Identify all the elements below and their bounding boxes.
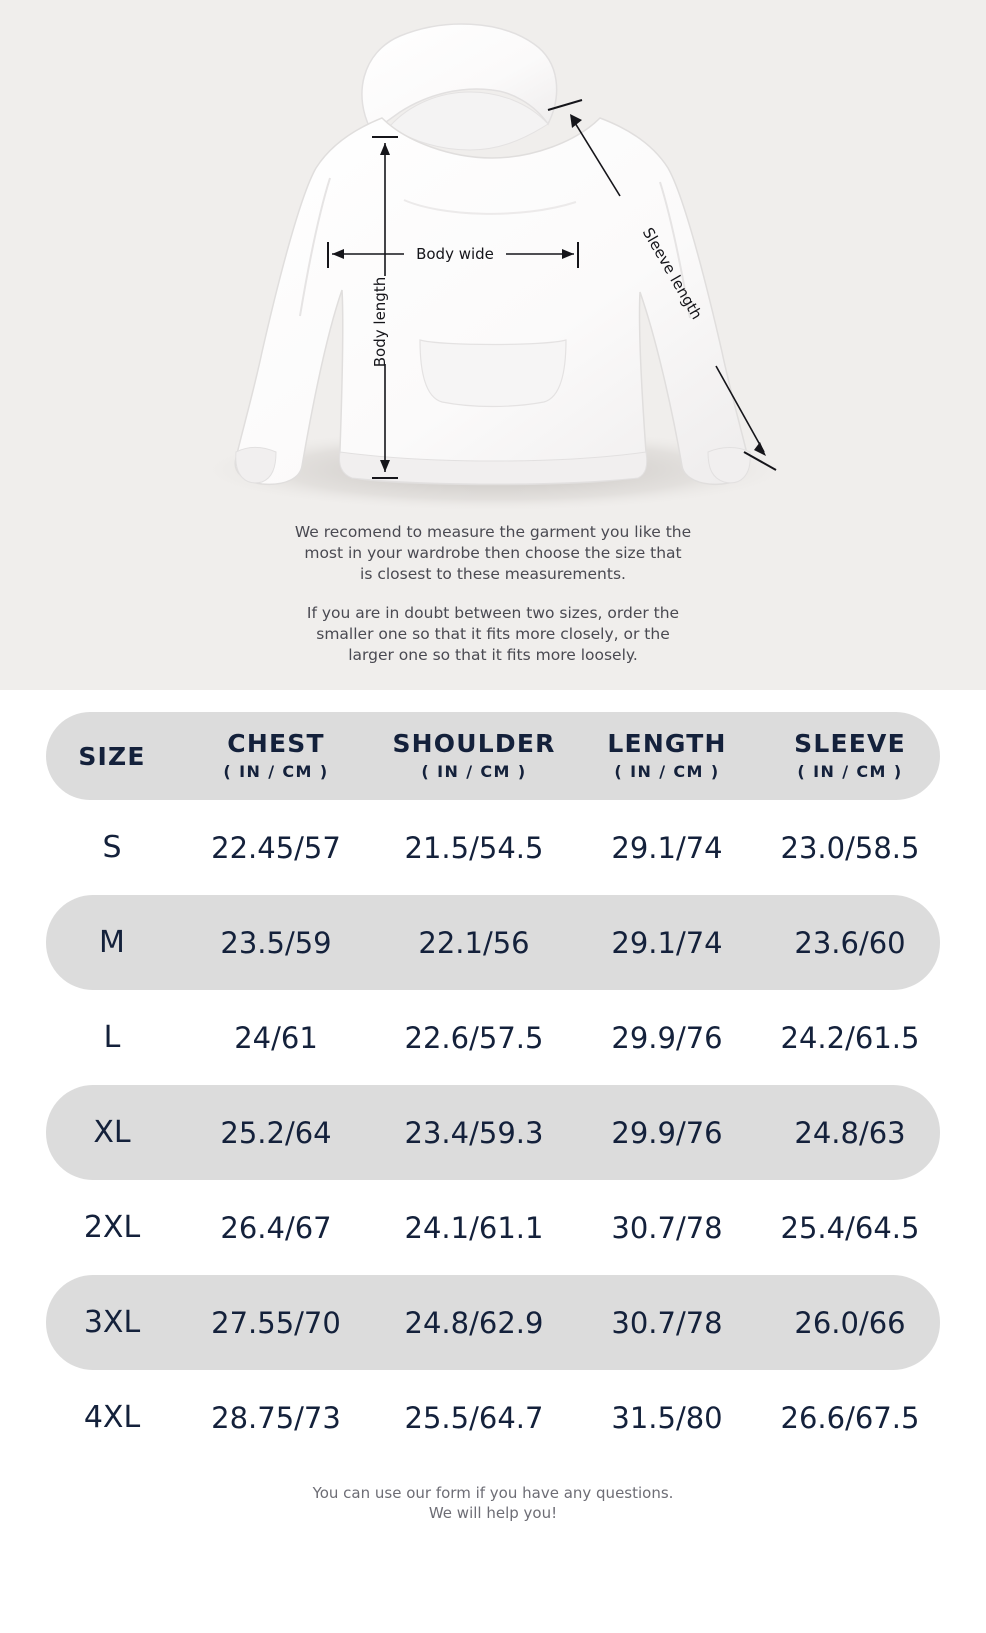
cell-shoulder: 22.6/57.5 bbox=[404, 1020, 544, 1055]
cell-length: 29.9/76 bbox=[574, 1085, 760, 1180]
cell-length: 31.5/80 bbox=[611, 1400, 723, 1435]
cell-chest: 22.45/57 bbox=[211, 830, 341, 865]
cell-size: S bbox=[102, 830, 122, 865]
cell-shoulder: 25.5/64.7 bbox=[404, 1400, 544, 1435]
cell-length: 30.7/78 bbox=[611, 1210, 723, 1245]
cell-shoulder: 22.1/56 bbox=[374, 895, 574, 990]
header-sleeve-units: ( IN / CM ) bbox=[797, 762, 903, 781]
header-sleeve-label: SLEEVE bbox=[794, 729, 906, 758]
cell-chest: 23.5/59 bbox=[178, 895, 374, 990]
cell-size: 2XL bbox=[83, 1210, 141, 1245]
cell-shoulder: 24.1/61.1 bbox=[404, 1210, 544, 1245]
note-line-3: is closest to these measurements. bbox=[360, 565, 626, 583]
cell-length: 30.7/78 bbox=[574, 1275, 760, 1370]
note-line-2: most in your wardrobe then choose the size that bbox=[304, 544, 682, 562]
header-size-label: SIZE bbox=[78, 741, 146, 771]
cell-length: 29.1/74 bbox=[574, 895, 760, 990]
cell-chest: 27.55/70 bbox=[178, 1275, 374, 1370]
note-line-5: smaller one so that it fits more closely, or the bbox=[316, 625, 670, 643]
table-row bbox=[46, 1180, 940, 1275]
cell-size: 3XL bbox=[46, 1275, 178, 1370]
size-table-section bbox=[0, 690, 986, 1537]
header-length bbox=[574, 712, 760, 800]
cell-sleeve: 23.0/58.5 bbox=[780, 830, 920, 865]
header-size bbox=[46, 712, 178, 800]
cell-sleeve: 23.6/60 bbox=[760, 895, 940, 990]
cell-chest: 28.75/73 bbox=[211, 1400, 341, 1435]
cell-sleeve: 24.8/63 bbox=[760, 1085, 940, 1180]
table-row bbox=[46, 800, 940, 895]
note-line-4: If you are in doubt between two sizes, order the bbox=[306, 604, 680, 622]
cell-size: XL bbox=[46, 1085, 178, 1180]
header-chest bbox=[178, 712, 374, 800]
header-shoulder-label: SHOULDER bbox=[392, 729, 556, 758]
body-wide-label: Body wide bbox=[416, 245, 494, 263]
header-shoulder bbox=[374, 712, 574, 800]
table-row bbox=[46, 895, 940, 990]
table-header-row bbox=[46, 712, 940, 800]
footer-line-2: We will help you! bbox=[428, 1504, 558, 1522]
cell-shoulder: 23.4/59.3 bbox=[374, 1085, 574, 1180]
size-table bbox=[46, 712, 940, 1465]
note-line-1: We recomend to measure the garment you like the bbox=[294, 523, 692, 541]
header-chest-units: ( IN / CM ) bbox=[223, 762, 329, 781]
cell-shoulder: 24.8/62.9 bbox=[374, 1275, 574, 1370]
table-row bbox=[46, 1275, 940, 1370]
cell-length: 29.1/74 bbox=[611, 830, 723, 865]
footer-note bbox=[0, 1483, 986, 1537]
cell-sleeve: 24.2/61.5 bbox=[780, 1020, 920, 1055]
cell-chest: 24/61 bbox=[234, 1020, 318, 1055]
body-length-label: Body length bbox=[371, 276, 389, 368]
cell-size: 4XL bbox=[83, 1400, 141, 1435]
cell-sleeve: 26.6/67.5 bbox=[780, 1400, 920, 1435]
table-row bbox=[46, 1370, 940, 1465]
sleeve-length-label: Sleeve length bbox=[638, 224, 706, 323]
note-line-6: larger one so that it fits more loosely. bbox=[348, 646, 638, 664]
cell-length: 29.9/76 bbox=[611, 1020, 723, 1055]
header-chest-label: CHEST bbox=[227, 729, 325, 758]
table-row bbox=[46, 1085, 940, 1180]
cell-chest: 25.2/64 bbox=[178, 1085, 374, 1180]
footer-line-1: You can use our form if you have any questions. bbox=[312, 1484, 674, 1502]
header-length-label: LENGTH bbox=[607, 729, 727, 758]
measurement-diagram-section bbox=[0, 0, 986, 690]
header-length-units: ( IN / CM ) bbox=[614, 762, 720, 781]
cell-size: L bbox=[103, 1020, 121, 1055]
table-row bbox=[46, 990, 940, 1085]
cell-chest: 26.4/67 bbox=[220, 1210, 332, 1245]
header-shoulder-units: ( IN / CM ) bbox=[421, 762, 527, 781]
cell-shoulder: 21.5/54.5 bbox=[404, 830, 544, 865]
hoodie-diagram-svg bbox=[0, 0, 986, 510]
garment-illustration bbox=[0, 0, 986, 510]
cell-size: M bbox=[46, 895, 178, 990]
measurement-notes bbox=[0, 522, 986, 666]
cell-sleeve: 25.4/64.5 bbox=[780, 1210, 920, 1245]
header-sleeve bbox=[760, 712, 940, 800]
cell-sleeve: 26.0/66 bbox=[760, 1275, 940, 1370]
